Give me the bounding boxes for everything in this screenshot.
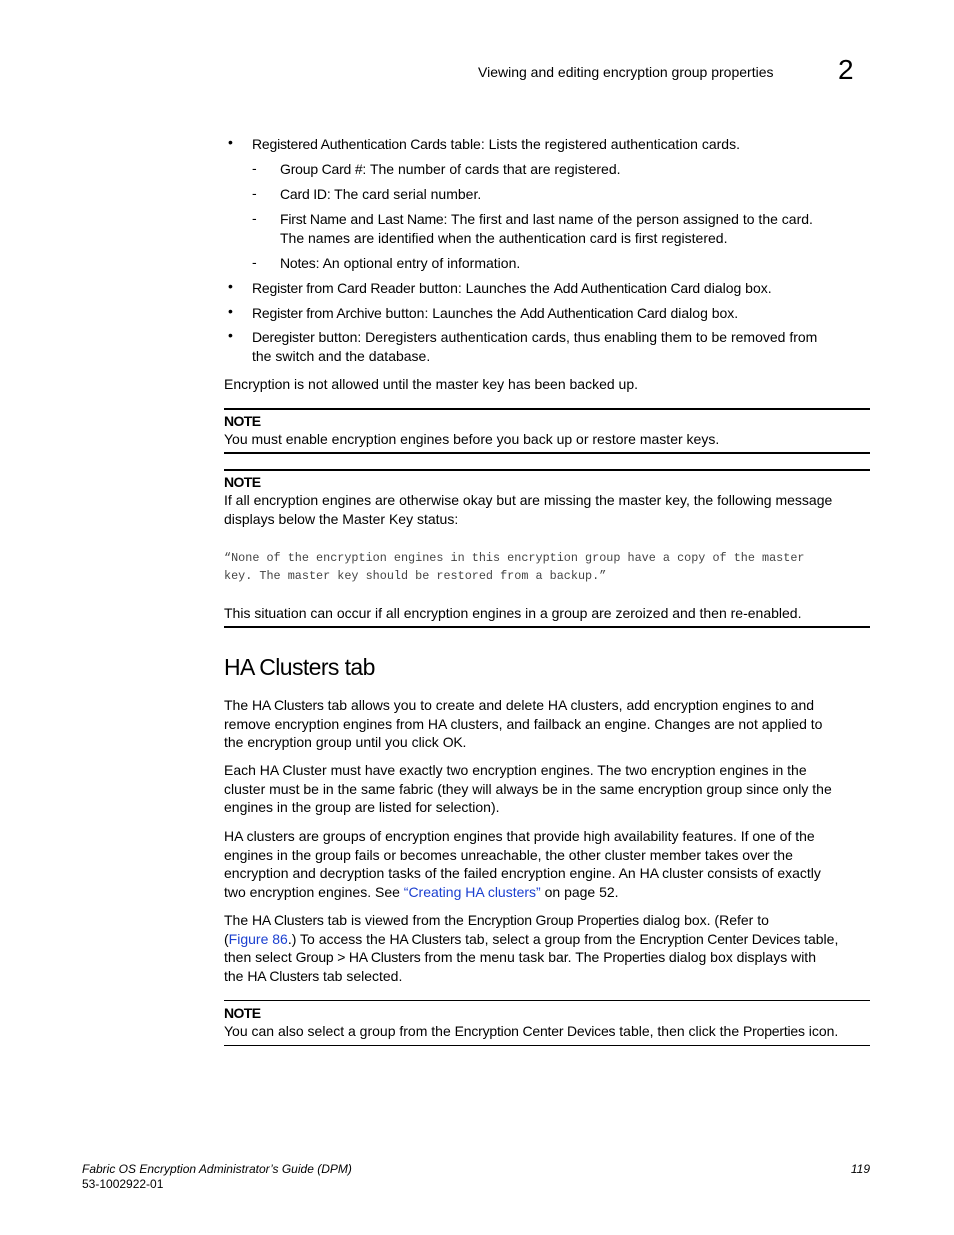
- text: dialog box displays with: [665, 949, 816, 966]
- note-label: NOTE: [224, 474, 261, 490]
- text: tab selected.: [319, 967, 403, 984]
- text: HA clusters are groups of encryption engines that provide high availability features. If one of the: [224, 828, 815, 844]
- description: button: Deregisters authentication cards, thus enabling them to be removed from: [314, 329, 818, 345]
- text: table, then click the: [615, 1023, 744, 1039]
- paragraph: [224, 911, 870, 985]
- description: table: Lists the registered authentication cards.: [446, 136, 740, 152]
- description: button: Launches the: [415, 280, 554, 296]
- description: : The number of cards that are registered.: [362, 161, 621, 177]
- dash-icon: -: [252, 160, 257, 176]
- note-rule-bottom: [224, 1045, 870, 1046]
- term: Encryption Center Devices: [639, 930, 801, 947]
- note-rule-top: [224, 1000, 870, 1001]
- code-line: key. The master key should be restored from a backup.”: [224, 569, 607, 583]
- text: table,: [800, 930, 839, 947]
- sub-list-item: [280, 254, 870, 273]
- term: Register from Card Reader: [252, 280, 416, 296]
- term: OK: [442, 734, 463, 751]
- term: Group > HA Clusters: [295, 949, 421, 966]
- bullet-icon: •: [228, 134, 233, 150]
- description: button: Launches the: [381, 305, 521, 321]
- text: on page 52.: [540, 883, 619, 900]
- note-line: displays below the Master Key status:: [224, 510, 459, 527]
- cross-reference-link[interactable]: “Creating HA clusters”: [403, 883, 541, 900]
- text: engines in the group are listed for selection).: [224, 799, 500, 816]
- term: Encryption Center Devices: [454, 1023, 616, 1039]
- term: Card ID:: [280, 186, 331, 202]
- term: Add Authentication Card: [553, 280, 701, 296]
- dash-icon: -: [252, 185, 257, 201]
- text: two encryption engines. See: [224, 883, 404, 900]
- note-line: If all encryption engines are otherwise okay but are missing the master key, the following message: [224, 492, 833, 508]
- note-rule-bottom: [224, 452, 870, 454]
- text: tab, select a group from the: [461, 930, 640, 947]
- text: icon.: [804, 1023, 839, 1039]
- sub-list-item: [280, 160, 870, 179]
- description: : The first and last name of the person assigned to the card.: [443, 211, 813, 227]
- running-header-title: Viewing and editing encryption group properties: [478, 64, 774, 80]
- list-item: [252, 279, 870, 298]
- term: Register from Archive: [252, 305, 382, 321]
- text: tab allows you to create and delete HA clusters, add encryption engines to and: [323, 697, 815, 713]
- term: Properties: [603, 949, 666, 966]
- paragraph: [224, 761, 870, 817]
- note-rule-top: [224, 469, 870, 471]
- description-line2: the switch and the database.: [252, 347, 431, 364]
- text: tab is viewed from the: [323, 912, 468, 928]
- note-text: You must enable encryption engines before you back up or restore master keys.: [224, 431, 720, 447]
- description: : An optional entry of information.: [315, 255, 521, 271]
- chapter-number: 2: [838, 54, 854, 85]
- note-text: [224, 1022, 870, 1041]
- term: HA Clusters: [252, 912, 324, 928]
- term: Encryption Group Properties: [467, 912, 639, 928]
- note-rule-bottom: [224, 626, 870, 628]
- section-heading: HA Clusters tab: [224, 654, 375, 680]
- note-text: This situation can occur if all encryption engines in a group are zeroized and then re-enabled.: [224, 605, 802, 621]
- bullet-icon: •: [228, 278, 233, 294]
- term: Last Name: [377, 211, 444, 227]
- text: the: [224, 967, 248, 984]
- code-message: [224, 549, 874, 585]
- connector: and: [346, 211, 378, 227]
- note-label: NOTE: [224, 1005, 261, 1021]
- dash-icon: -: [252, 254, 257, 270]
- bullet-icon: •: [228, 327, 233, 343]
- sub-list-item: [280, 210, 870, 247]
- paragraph: Encryption is not allowed until the master key has been backed up.: [224, 376, 639, 392]
- text: You can also select a group from the: [224, 1023, 455, 1039]
- text: The: [224, 697, 253, 713]
- text: encryption and decryption tasks of the failed encryption engine. An HA cluster consists of exactly: [224, 865, 821, 882]
- term: Deregister: [252, 329, 315, 345]
- term: Notes: [280, 255, 316, 271]
- dash-icon: -: [252, 210, 257, 226]
- text: .) To access the: [287, 930, 390, 947]
- paragraph: [224, 696, 870, 752]
- text: The: [224, 912, 253, 928]
- footer-book-title: Fabric OS Encryption Administrator’s Guide (DPM): [82, 1162, 352, 1176]
- description-tail: dialog box.: [700, 280, 772, 296]
- note-text: [224, 491, 870, 528]
- term: HA Clusters: [252, 697, 324, 713]
- list-item: [252, 135, 870, 154]
- note-label: NOTE: [224, 413, 261, 429]
- bullet-icon: •: [228, 303, 233, 319]
- description-tail: dialog box.: [666, 305, 739, 321]
- text: cluster must be in the same fabric (they will always be in the same encryption group since only the: [224, 780, 832, 797]
- footer-doc-number: 53-1002922-01: [82, 1177, 164, 1191]
- list-item: [252, 328, 870, 365]
- list-item: [252, 304, 870, 323]
- page-number: 119: [850, 1162, 870, 1176]
- note-rule-top: [224, 408, 870, 410]
- figure-link[interactable]: Figure 86: [228, 930, 288, 947]
- text: then select: [224, 949, 296, 966]
- text: (: [224, 930, 229, 947]
- code-line: “None of the encryption engines in this encryption group have a copy of the master: [224, 551, 805, 565]
- text: from the menu task bar. The: [420, 949, 604, 966]
- paragraph: [224, 827, 870, 901]
- term: HA Clusters: [389, 930, 462, 947]
- text: dialog box. (Refer to: [638, 912, 769, 928]
- term: Properties: [743, 1023, 805, 1039]
- description: The card serial number.: [330, 186, 482, 202]
- term: Registered Authentication Cards: [252, 136, 447, 152]
- term: HA Clusters: [247, 967, 320, 984]
- text: .: [462, 734, 467, 751]
- text: engines in the group fails or becomes unreachable, the other cluster member takes over the: [224, 846, 793, 863]
- term: First Name: [280, 211, 347, 227]
- text: remove encryption engines from HA clusters, and failback an engine. Changes are not applied to: [224, 715, 823, 732]
- term: Add Authentication Card: [520, 305, 667, 321]
- term: Group Card #: [280, 161, 363, 177]
- sub-list-item: [280, 185, 870, 204]
- text: Each HA Cluster must have exactly two encryption engines. The two encryption engines in the: [224, 762, 807, 778]
- description-line2: The names are identified when the authentication card is first registered.: [280, 229, 728, 246]
- text: the encryption group until you click: [224, 734, 443, 751]
